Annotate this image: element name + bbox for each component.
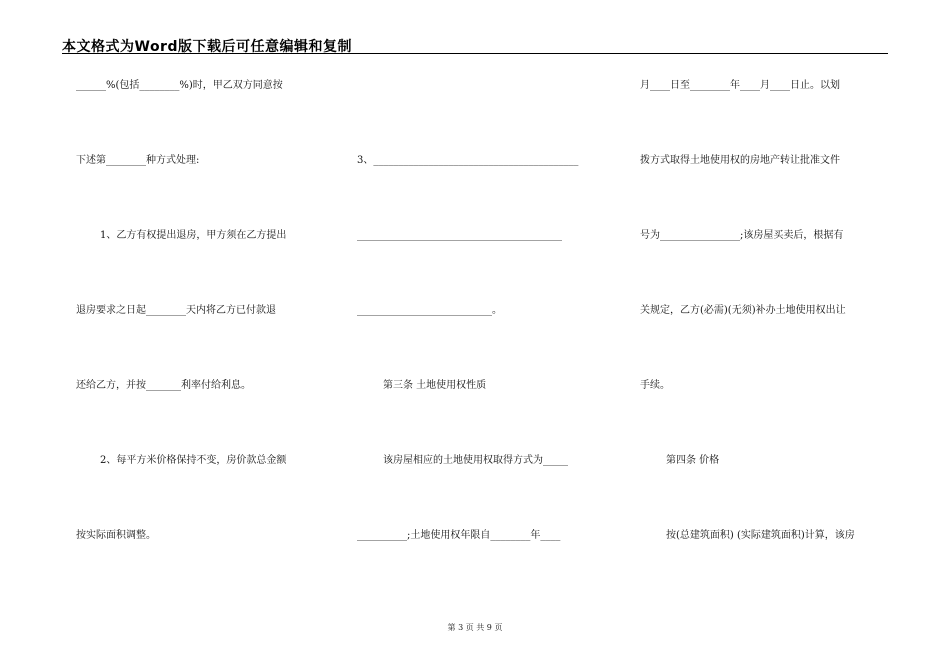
text-line: 还给乙方，并按_______利率付给利息。 — [76, 380, 251, 391]
text-line: 拨方式取得土地使用权的房地产转让批准文件 — [640, 155, 840, 166]
text-line: 3、_________________________________________ — [357, 155, 579, 166]
text-line: 下述第________种方式处理: — [76, 155, 200, 166]
text-column-right — [640, 0, 888, 672]
text-line: __________;土地使用权年限自________年____ — [357, 530, 561, 541]
page-number: 第 3 页 共 9 页 — [447, 623, 503, 632]
text-line: ___________________________。 — [357, 305, 502, 316]
text-line: ______%(包括________%)时，甲乙双方同意按 — [76, 80, 283, 91]
text-line: 2、每平方米价格保持不变，房价款总金额 — [100, 455, 287, 466]
text-line: 手续。 — [640, 380, 670, 391]
text-line: 按实际面积调整。 — [76, 530, 156, 541]
section-heading-article-4: 第四条 价格 — [666, 455, 720, 466]
text-line: 月____日至________年____月____日止。以划 — [640, 80, 840, 91]
section-heading-article-3: 第三条 土地使用权性质 — [383, 380, 487, 391]
text-line: _________________________________________ — [357, 230, 562, 241]
document-header-title: 本文格式为Word版下载后可任意编辑和复制 — [62, 39, 352, 55]
text-line: 关规定，乙方(必需)(无须)补办土地使用权出让 — [640, 305, 846, 316]
text-line: 按(总建筑面积) (实际建筑面积)计算，该房 — [666, 530, 855, 541]
text-line: 该房屋相应的土地使用权取得方式为_____ — [383, 455, 568, 466]
text-column-middle — [357, 0, 607, 672]
text-line: 号为________________;该房屋买卖后，根据有 — [640, 230, 844, 241]
text-column-left — [76, 0, 328, 672]
text-line: 退房要求之日起________天内将乙方已付款退 — [76, 305, 276, 316]
text-line: 1、乙方有权提出退房，甲方须在乙方提出 — [100, 230, 287, 241]
